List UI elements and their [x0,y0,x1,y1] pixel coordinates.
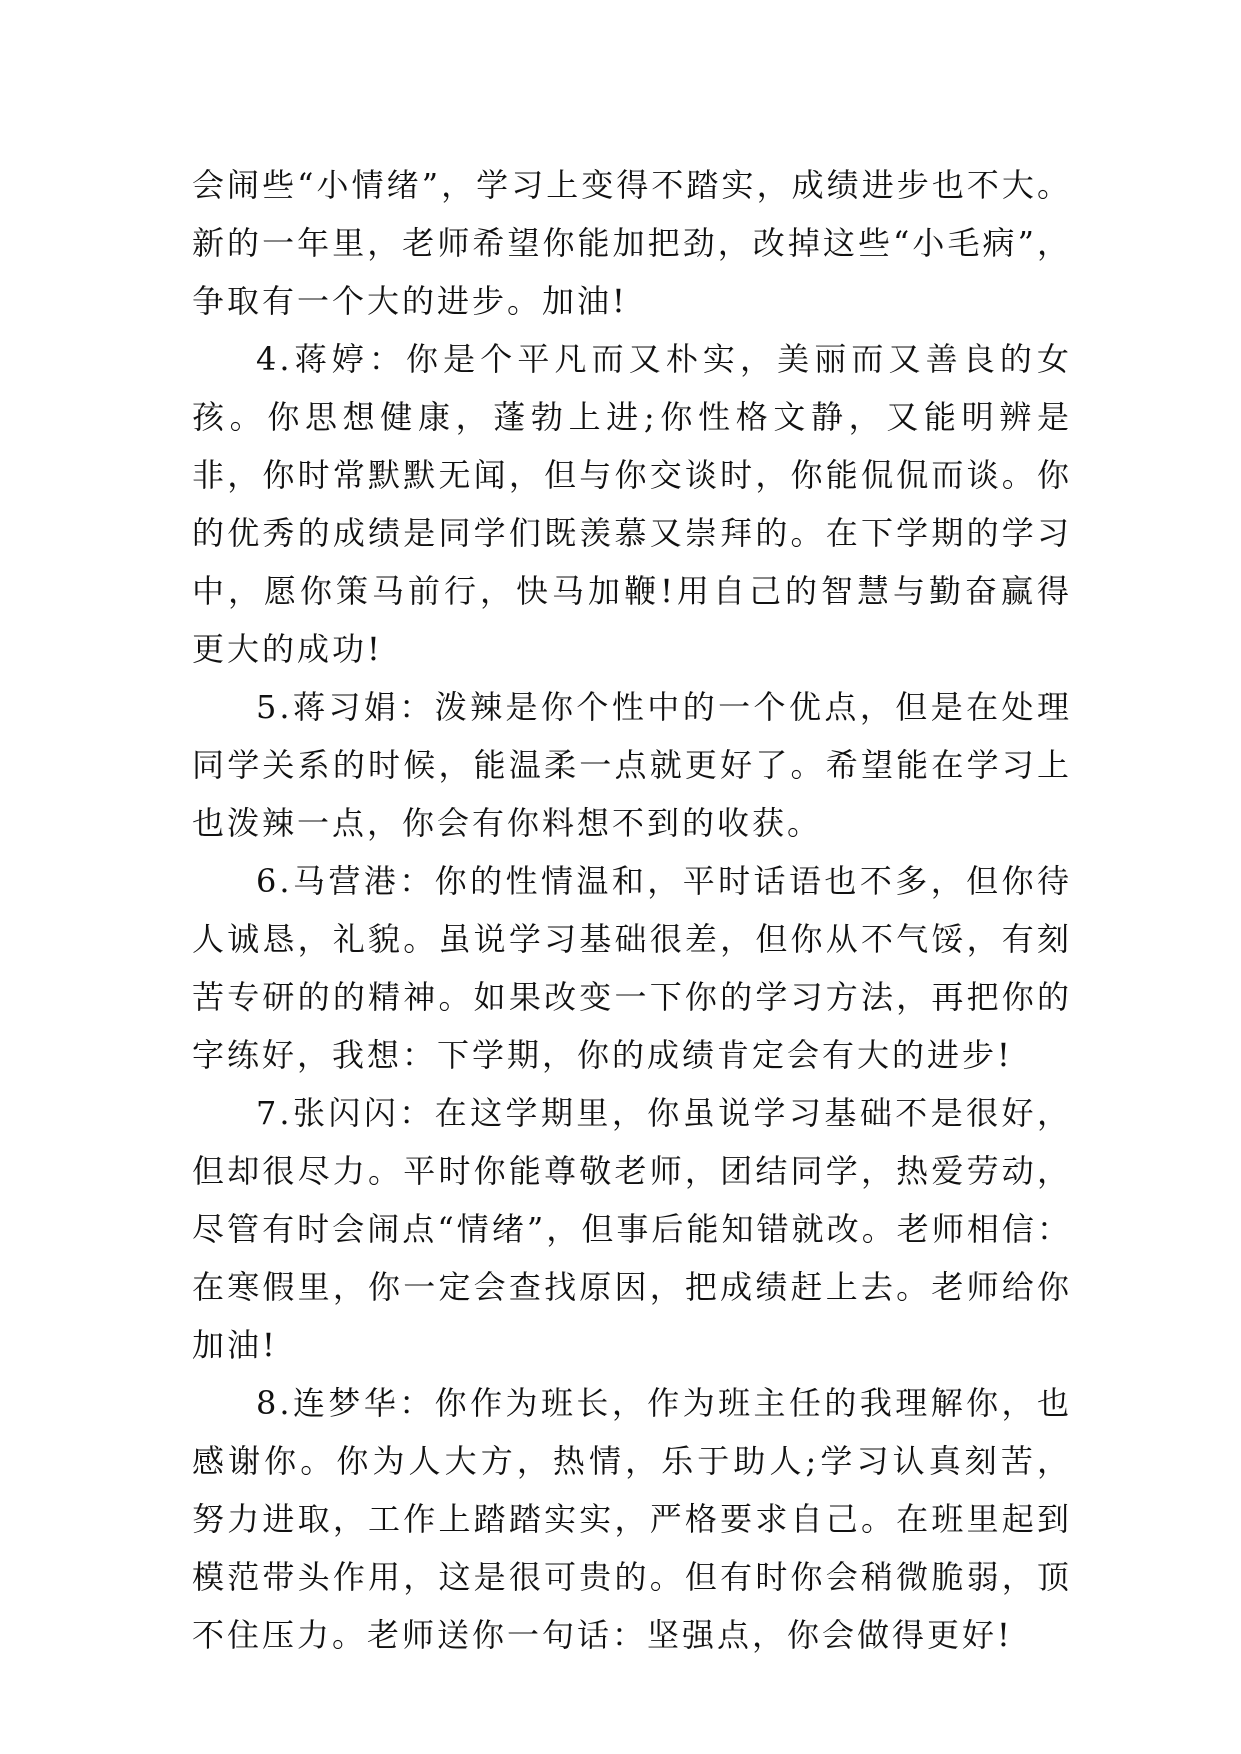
paragraph-continuation: 会闹些“小情绪”，学习上变得不踏实，成绩进步也不大。新的一年里，老师希望你能加把劲，改掉这些“小毛病”，争取有一个大的进步。加油! [192,166,1072,320]
paragraph-comment-4: 4.蒋婷：你是个平凡而又朴实，美丽而又善良的女孩。你思想健康，蓬勃上进;你性格文静，又能明辨是非，你时常默默无闻，但与你交谈时，你能侃侃而谈。你的优秀的成绩是同学们既羡慕又崇拜的。在下学期的学习中，愿你策马前行，快马加鞭!用自己的智慧与勤奋赢得更大的成功! [192,340,1072,668]
paragraph-comment-7: 7.张闪闪：在这学期里，你虽说学习基础不是很好，但却很尽力。平时你能尊敬老师，团结同学，热爱劳动，尽管有时会闹点“情绪”，但事后能知错就改。老师相信：在寒假里，你一定会查找原因，把成绩赶上去。老师给你加油! [192,1094,1072,1364]
paragraph-comment-6: 6.马营港：你的性情温和，平时话语也不多，但你待人诚恳，礼貌。虽说学习基础很差，但你从不气馁，有刻苦专研的的精神。如果改变一下你的学习方法，再把你的字练好，我想：下学期，你的成绩肯定会有大的进步! [192,862,1072,1074]
paragraph-comment-8: 8.连梦华：你作为班长，作为班主任的我理解你，也感谢你。你为人大方，热情，乐于助人;学习认真刻苦，努力进取，工作上踏踏实实，严格要求自己。在班里起到模范带头作用，这是很可贵的。但有时你会稍微脆弱，顶不住压力。老师送你一句话：坚强点，你会做得更好! [192,1384,1072,1654]
document-body [192,156,1072,1664]
paragraph-comment-5: 5.蒋习娟：泼辣是你个性中的一个优点，但是在处理同学关系的时候，能温柔一点就更好了。希望能在学习上也泼辣一点，你会有你料想不到的收获。 [192,688,1072,842]
